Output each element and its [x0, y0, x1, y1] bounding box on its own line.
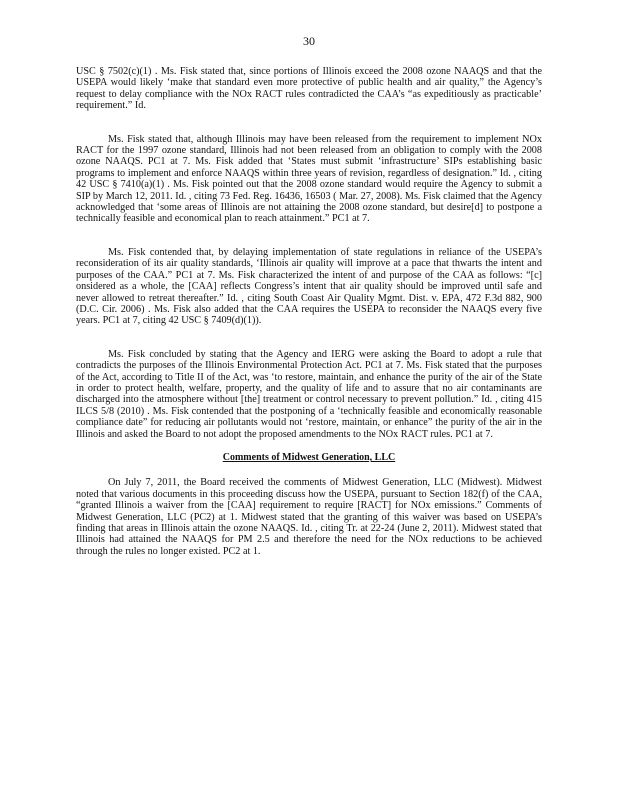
- paragraph: Ms. Fisk concluded by stating that the Agency and IERG were asking the Board to adopt a rule that contradicts the purposes of the Illinois Environmental Protection Act. PC1 at 7. Ms. Fisk stated that the purposes of the Act, according to Title II of the Act, was ‘to restore, maintain, and enhance the purity of the air of the State in order to protect health, welfare, property, and the quality of life and to assure that no air contaminants are discharged into the atmosphere without [the] treatment or control necessary to prevent pollution.” Id. , citing 415 ILCS 5/8 (2010) . Ms. Fisk contended that the postponing of a ‘technically feasible and economically reasonable compliance date” for reducing air pollutants would not ‘restore, maintain, or enhance” the purity of the air in the Illinois and asked the Board to not adopt the proposed amendments to the NOx RACT rules. PC1 at 7.: [76, 348, 542, 440]
- section-heading: Comments of Midwest Generation, LLC: [222, 451, 396, 463]
- paragraph: Ms. Fisk contended that, by delaying implementation of state regulations in reliance of the USEPA’s reconsideration of its air quality standards, ‘Illinois air quality will improve at a pace that thwarts the intent and purposes of the CAA.” PC1 at 7. Ms. Fisk characterized the intent of and purpose of the CAA as follows: “[c] onsidered as a whole, the [CAA] reflects Congress’s intent that air quality should be improved until safe and never allowed to retreat thereafter.” Id. , citing South Coast Air Quality Mgmt. Dist. v. EPA, 472 F.3d 882, 900 (D.C. Cir. 2006) . Ms. Fisk also added that the CAA requires the USEPA to reconsider the NAAQS every five years. PC1 at 7, citing 42 USC § 7409(d)(1)).: [76, 246, 542, 327]
- paragraph: Ms. Fisk stated that, although Illinois may have been released from the requirement to implement NOx RACT for the 1997 ozone standard, Illinois had not been released from an obligation to comply with the 2008 ozone NAAQS. PC1 at 7. Ms. Fisk added that ‘States must submit ‘infrastructure’ SIPs establishing basic programs to implement and enforce NAAQS within three years of revision, regardless of designation.” Id. , citing 42 USC § 7410(a)(1) . Ms. Fisk pointed out that the 2008 ozone standard would require the Agency to submit a SIP by March 12, 2011. Id. , citing 73 Fed. Reg. 16436, 16503 ( Mar. 27, 2008). Ms. Fisk claimed that the Agency acknowledged that ‘some areas of Illinois are not attaining the 2008 ozone standard, but desire[d] to postpone a technically feasible and economical plan to reach attainment.” PC1 at 7.: [76, 133, 542, 225]
- page-number: 30: [303, 34, 315, 48]
- paragraph-continued: USC § 7502(c)(1) . Ms. Fisk stated that, since portions of Illinois exceed the 2008 ozone NAAQS and that the USEPA would likely ‘make that standard even more protective of public health and air quality,” the Agency’s request to delay compliance with the NOx RACT rules contradicted the CAA’s “as expeditiously as practicable’ requirement.” Id.: [76, 66, 542, 112]
- paragraph: On July 7, 2011, the Board received the comments of Midwest Generation, LLC (Midwest). Midwest noted that various documents in this proceeding discuss how the USEPA, pursuant to Section 182(f) of the CAA, “granted Illinois a waiver from the [CAA] requirement to require [RACT] for NOx emissions.” Comments of Midwest Generation, LLC (PC2) at 1. Midwest stated that the granting of this waiver was based on USEPA’s finding that areas in Illinois attain the ozone NAAQS. Id. , citing Tr. at 22-24 (June 2, 2011). Midwest stated that Illinois had attained the NAAQS for PM 2.5 and therefore the need for the NOx reductions to be achieved through the rules no longer existed. PC2 at 1.: [76, 477, 542, 557]
- document-body: [76, 66, 542, 566]
